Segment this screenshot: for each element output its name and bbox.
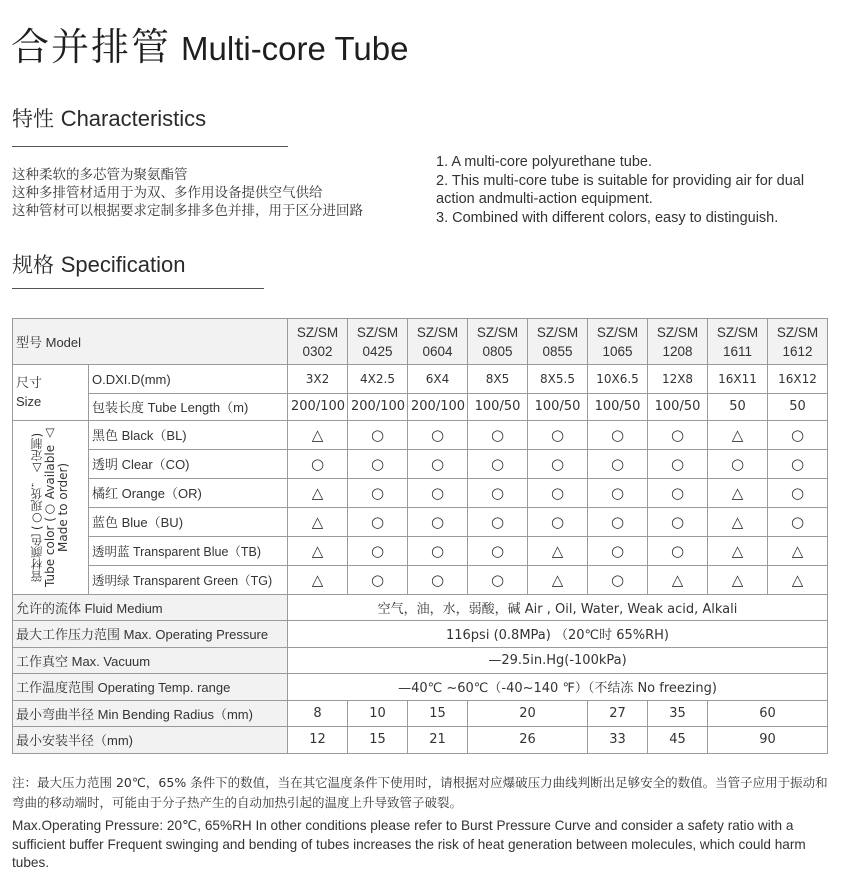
characteristic-cn-line: 这种多排管材适用于为双、多作用设备提供空气供给 [12,185,323,201]
model-cell [588,319,648,365]
availability-symbol: ○ [408,478,468,507]
color-label: 透明 Clear（CO) [89,449,288,478]
characteristic-en-line: 2. This multi-core tube is suitable for providing air for dual action andmulti-action equipment. [436,172,805,207]
characteristic-cn-line: 这种管材可以根据要求定制多排多色并排，用于区分进回路 [12,203,363,219]
availability-symbol: ○ [528,449,588,478]
availability-symbol: ○ [468,507,528,536]
model-series: SZ/SM [596,324,639,340]
availability-symbol: ○ [408,507,468,536]
availability-symbol: ○ [588,565,648,594]
od-value: 16X12 [768,365,828,394]
model-code: 1611 [722,343,753,359]
od-label: O.DXI.D(mm) [89,365,288,394]
install-radius-value: 90 [708,727,828,754]
availability-symbol: ○ [768,507,828,536]
characteristic-cn-line: 这种柔软的多芯管为聚氨酯管 [12,167,188,183]
install-radius-value: 15 [348,727,408,754]
availability-symbol: △ [708,478,768,507]
availability-symbol: ○ [768,478,828,507]
model-series: SZ/SM [296,324,339,340]
model-cell [468,319,528,365]
bending-radius-value: 8 [288,700,348,727]
availability-symbol: △ [768,536,828,565]
od-value: 10X6.5 [588,365,648,394]
availability-symbol: △ [708,536,768,565]
availability-symbol: △ [708,565,768,594]
availability-symbol: △ [288,536,348,565]
color-row [13,420,828,449]
availability-symbol: ○ [288,449,348,478]
od-value: 12X8 [648,365,708,394]
availability-symbol: ○ [408,565,468,594]
size-label-en: Size [16,394,42,410]
availability-symbol: ○ [408,449,468,478]
color-row [13,536,828,565]
characteristics-heading [12,103,206,133]
model-series: SZ/SM [476,324,519,340]
availability-symbol: ○ [528,507,588,536]
availability-symbol: ○ [348,536,408,565]
length-value: 200/100 [348,394,408,421]
od-value: 8X5 [468,365,528,394]
pressure-label: 最大工作压力范围 Max. Operating Pressure [13,621,288,648]
model-cell [288,319,348,365]
characteristics-divider [12,146,288,147]
availability-symbol: ○ [348,449,408,478]
availability-symbol: ○ [648,449,708,478]
bending-radius-value: 60 [708,700,828,727]
tube-color-label-text: 管材颜色 (○现货，△定制) Tube color (○ Available △ Made to order) [30,427,70,587]
characteristics-cn-list [12,166,363,220]
length-value: 200/100 [288,394,348,421]
od-value: 16X11 [708,365,768,394]
availability-symbol: ○ [348,420,408,449]
length-value: 100/50 [468,394,528,421]
install-radius-value: 12 [288,727,348,754]
availability-symbol: △ [708,507,768,536]
availability-symbol: ○ [648,507,708,536]
availability-symbol: ○ [768,449,828,478]
page-title [11,16,408,71]
page-title-cn: 合并排管 [11,25,172,69]
availability-symbol: ○ [768,420,828,449]
model-series: SZ/SM [416,324,459,340]
install-radius-row [13,727,828,754]
model-series: SZ/SM [356,324,399,340]
install-radius-label: 最小安装半径（mm) [13,727,288,754]
availability-symbol: ○ [648,478,708,507]
model-cell [648,319,708,365]
od-value: 4X2.5 [348,365,408,394]
length-value: 50 [708,394,768,421]
availability-symbol: ○ [648,420,708,449]
availability-symbol: △ [288,478,348,507]
install-radius-value: 26 [468,727,588,754]
model-series: SZ/SM [656,324,699,340]
install-radius-value: 45 [648,727,708,754]
page-title-en: Multi-core Tube [181,30,409,67]
pressure-value: 116psi (0.8MPa) （20℃时 65%RH) [288,621,828,648]
temperature-label: 工作温度范围 Operating Temp. range [13,674,288,701]
bending-radius-value: 35 [648,700,708,727]
availability-symbol: ○ [348,478,408,507]
availability-symbol: ○ [468,420,528,449]
color-label: 透明绿 Transparent Green（TG) [89,565,288,594]
length-label: 包装长度 Tube Length（m) [89,394,288,421]
availability-symbol: ○ [468,449,528,478]
color-row [13,478,828,507]
availability-symbol: ○ [648,536,708,565]
temperature-row [13,674,828,701]
availability-symbol: ○ [348,565,408,594]
model-code: 0425 [362,343,393,359]
bending-radius-value: 20 [468,700,588,727]
bending-radius-row [13,700,828,727]
availability-symbol: ○ [588,478,648,507]
availability-symbol: ○ [588,536,648,565]
od-value: 6X4 [408,365,468,394]
availability-symbol: ○ [588,449,648,478]
model-cell [528,319,588,365]
color-row [13,507,828,536]
install-radius-value: 33 [588,727,648,754]
model-code: 0855 [542,343,573,359]
availability-symbol: ○ [528,420,588,449]
color-label: 透明蓝 Transparent Blue（TB) [89,536,288,565]
availability-symbol: △ [288,507,348,536]
length-value: 100/50 [588,394,648,421]
color-row [13,565,828,594]
model-cell [768,319,828,365]
characteristics-en-list [436,153,836,227]
note-en: Max.Operating Pressure: 20℃, 65%RH In other conditions please refer to Burst Pressure Curve and consider a safety ratio with a sufficient buffer Frequent swinging and bending of tubes increases the risk of heat generation between molecules, which could harm tubes. [12,818,806,870]
specification-heading-en: Specification [60,252,186,277]
fluid-label: 允许的流体 Fluid Medium [13,594,288,621]
model-row [13,319,828,365]
bending-radius-value: 10 [348,700,408,727]
length-value: 100/50 [648,394,708,421]
availability-symbol: ○ [408,536,468,565]
model-series: SZ/SM [536,324,579,340]
model-cell [348,319,408,365]
availability-symbol: ○ [588,507,648,536]
model-series: SZ/SM [716,324,759,340]
temperature-value: —40℃ ~60℃（-40~140 ℉）（不结冻 No freezing) [288,674,828,701]
model-code: 1612 [782,343,813,359]
availability-symbol: △ [768,565,828,594]
tube-color-label [13,420,89,594]
length-value: 100/50 [528,394,588,421]
model-label: 型号 Model [13,319,288,365]
availability-symbol: ○ [468,478,528,507]
color-label: 橘红 Orange（OR) [89,478,288,507]
specification-heading-cn: 规格 [12,253,54,277]
model-series: SZ/SM [776,324,819,340]
availability-symbol: ○ [468,565,528,594]
availability-symbol: △ [708,420,768,449]
characteristic-en-line: 3. Combined with different colors, easy to distinguish. [436,209,779,226]
color-row [13,449,828,478]
specification-divider [12,288,264,289]
od-value: 8X5.5 [528,365,588,394]
characteristic-en-line: 1. A multi-core polyurethane tube. [436,154,653,170]
size-label-cn: 尺寸 [16,375,43,391]
bending-radius-label: 最小弯曲半径 Min Bending Radius（mm) [13,700,288,727]
bending-radius-value: 15 [408,700,468,727]
length-value: 50 [768,394,828,421]
availability-symbol: ○ [348,507,408,536]
model-cell [708,319,768,365]
characteristics-heading-cn: 特性 [12,107,54,131]
od-row [13,365,828,394]
availability-symbol: △ [528,536,588,565]
model-code: 0805 [482,343,513,359]
availability-symbol: ○ [588,420,648,449]
vacuum-row [13,647,828,674]
specification-table [12,318,828,754]
availability-symbol: ○ [408,420,468,449]
install-radius-value: 21 [408,727,468,754]
vacuum-label: 工作真空 Max. Vacuum [13,647,288,674]
model-code: 0302 [302,343,333,359]
model-code: 0604 [422,343,453,359]
size-label [13,365,89,421]
availability-symbol: ○ [528,478,588,507]
note-cn: 注：最大压力范围 20℃，65% 条件下的数值，当在其它温度条件下使用时，请根据对应爆破压力曲线判断出足够安全的数值。当管子应用于振动和弯曲的移动端时，可能由于分子热产生的自动加热引起的温度上升导致管子破裂。 [12,775,828,810]
model-cell [408,319,468,365]
fluid-row [13,594,828,621]
bending-radius-value: 27 [588,700,648,727]
color-label: 蓝色 Blue（BU) [89,507,288,536]
availability-symbol: ○ [708,449,768,478]
color-label: 黑色 Black（BL) [89,420,288,449]
availability-symbol: △ [288,565,348,594]
od-value: 3X2 [288,365,348,394]
pressure-row [13,621,828,648]
availability-symbol: △ [528,565,588,594]
model-code: 1065 [602,343,633,359]
vacuum-value: —29.5in.Hg(-100kPa) [288,647,828,674]
availability-symbol: △ [648,565,708,594]
specification-heading [12,249,185,279]
length-row [13,394,828,421]
availability-symbol: ○ [468,536,528,565]
fluid-value: 空气，油，水，弱酸，碱 Air , Oil, Water, Weak acid, Alkali [288,594,828,621]
length-value: 200/100 [408,394,468,421]
characteristics-heading-en: Characteristics [60,106,207,131]
model-code: 1208 [662,343,693,359]
availability-symbol: △ [288,420,348,449]
